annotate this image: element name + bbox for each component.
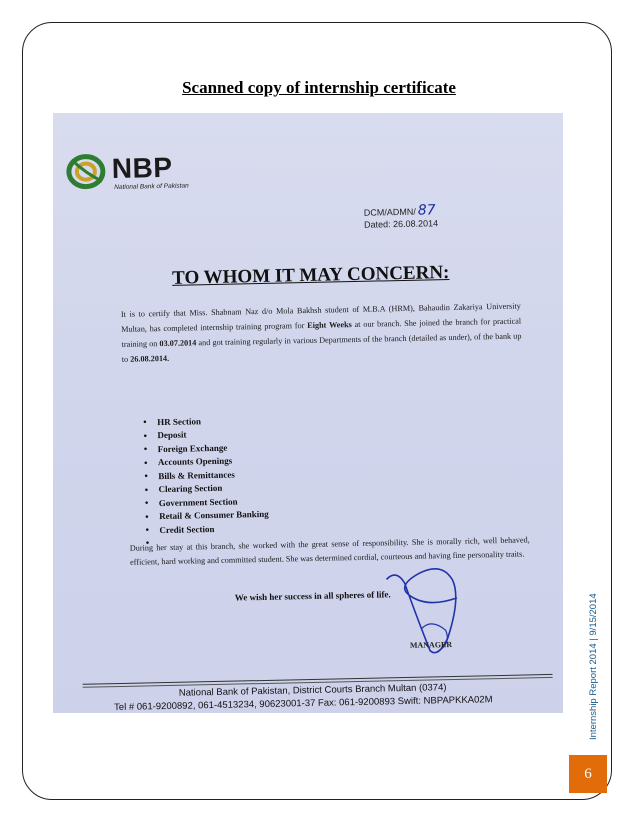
page-heading: Scanned copy of internship certificate — [182, 78, 456, 97]
dated-line: Dated: 26.08.2014 — [363, 218, 439, 230]
reference-label: DCM/ADMN/ — [363, 206, 416, 218]
list-item: ● Credit Section — [145, 521, 269, 537]
para-weeks: Eight Weeks — [307, 320, 352, 330]
para-intro: It is to certify that Miss. Shabnam Naz d/o Mola Bakhsh student of M.B.A (HRM), Bahaudin Zakariya University Multan, has completed internship training program for — [120, 301, 521, 334]
report-side-label: Internship Report 2014 | 9/15/2014 — [588, 593, 599, 740]
signature-icon — [356, 558, 478, 670]
list-item: ● Retail & Consumer Banking — [145, 508, 269, 524]
reference-number: 87 — [417, 202, 436, 219]
certificate-paragraph — [121, 299, 522, 367]
reference-block — [364, 204, 439, 231]
logo-subtitle: National Bank of Pakistan — [114, 182, 189, 192]
certificate-content — [53, 113, 563, 713]
para-rest: and got training regularly in various Departments of the branch (detailed as under), of the bank up to — [121, 331, 522, 364]
para-start-date: 03.07.2014 — [159, 338, 197, 349]
manager-label: MANAGER — [409, 640, 453, 650]
scanned-certificate — [53, 113, 563, 713]
closing-paragraph: During her stay at this branch, she worked with the great sense of responsibility. She is morally rich, well behaved, efficient, hard working and committed student. She was determined cordial, courteous and having fine personality traits. — [129, 535, 530, 567]
concern-heading: TO WHOM IT MAY CONCERN: — [171, 262, 450, 289]
sections-list — [143, 414, 269, 551]
list-item: ● Accounts Openings — [144, 454, 268, 470]
footer-contacts: Tel # 061-9200892, 061-4513234, 90623001-37 Fax: 061-9200893 Swift: NBPAPKKA02M — [114, 694, 493, 713]
para-end-date: 26.08.2014. — [130, 353, 170, 364]
list-item: ● Bills & Remittances — [144, 468, 268, 484]
nbp-emblem-icon — [65, 151, 110, 192]
wish-line: We wish her success in all spheres of life. — [234, 589, 391, 603]
para-mid: at our branch. She joined the branch for practical training on — [121, 316, 522, 349]
nbp-logo — [65, 149, 206, 196]
list-item: ● HR Section — [143, 414, 267, 430]
list-item: ● Deposit — [143, 427, 267, 443]
list-item: ● Clearing Section — [144, 481, 268, 497]
list-item: ● Foreign Exchange — [144, 441, 268, 457]
list-item: ● Government Section — [145, 494, 269, 510]
logo-text: NBP — [111, 151, 173, 185]
footer-address: National Bank of Pakistan, District Courts Branch Multan (0374) — [178, 682, 447, 699]
page-number-badge: 6 — [569, 755, 607, 793]
